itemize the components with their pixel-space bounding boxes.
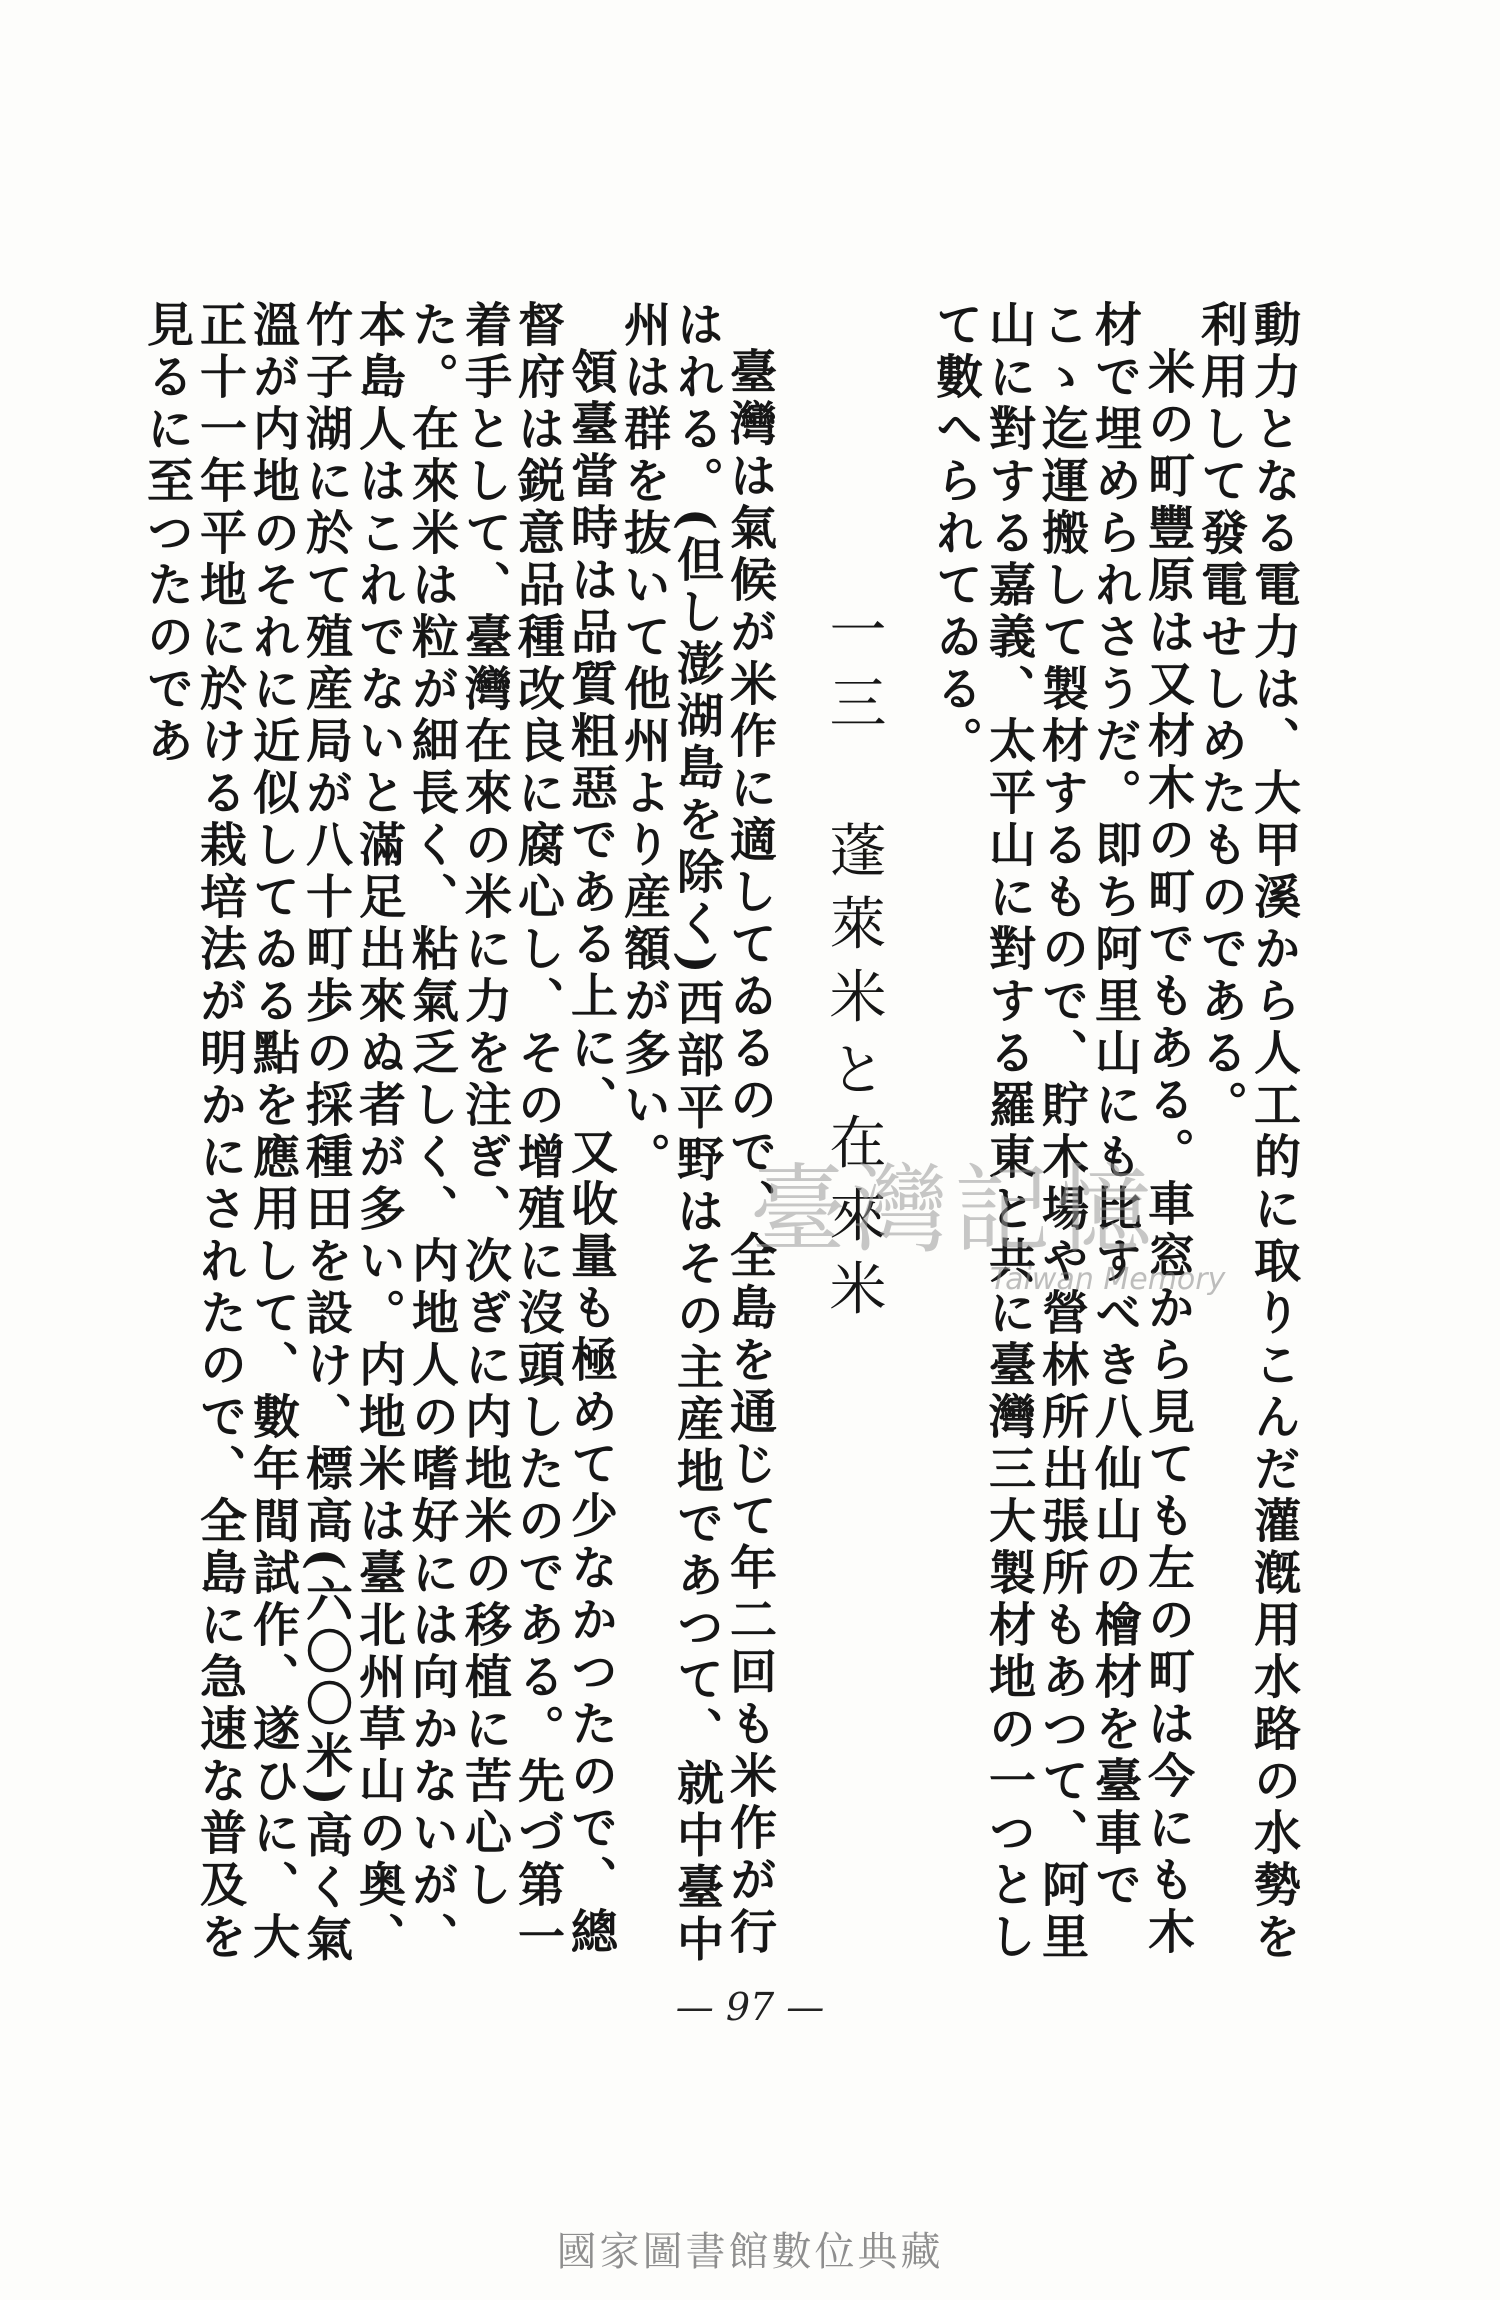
page-number: — 97 — (675, 1985, 825, 2029)
watermark-sub-text: Taiwan Memory (990, 1262, 1226, 1297)
paragraph-rice-climate: 臺灣は氣候が米作に適してゐるので、全島を通じて年二回も米作が行はれる。(但し澎湖島を除く)西部平野はその主産地であつて、就中臺中州は群を抜いて他州より産額が多い。 (616, 300, 777, 1967)
vertical-text-body (139, 300, 1301, 1980)
paragraph-continued: 動力となる電力は、大甲溪から人工的に取りこんだ灌漑用水路の水勢を利用して發電せしめたものである。 (1193, 300, 1301, 1964)
paragraph-rice-improvement: 領臺當時は品質粗惡である上に、又收量も極めて少なかつたので、總督府は鋭意品種改良に腐心し、その增殖に沒頭したのである。先づ第一着手として、臺灣在來の米に力を注ぎ、次ぎに内地米の移植に苦心した。在來米は粒が細長く、粘氣乏しく、内地人の嗜好には向かないが、本島人はこれでないと滿足出來ぬ者が多い。内地米は臺北州草山の奥、竹子湖に於て殖産局が八十町歩の採種田を設け、標高(六〇〇米)高く氣溫が内地のそれに近似してゐる點を應用して、數年間試作、遂ひに、大正十一年平地に於ける栽培法が明かにされたので、全島に急速な普及を見るに至つたのであ (139, 300, 618, 1967)
footer-credit: 國家圖書館數位典藏 (556, 2229, 944, 2275)
section-heading (820, 300, 886, 1980)
paragraph-toyohara: 米の町豐原は又材木の町でもある。車窓から見ても左の町は今にも木材で埋められさうだ。即ち阿里山にも比すべき八仙山の檜材を臺車でこゝ迄運搬して製材するもので、貯木場や營林所出張所もあつて、阿里山に對する嘉義、太平山に對する羅東と共に臺灣三大製材地の一つとして數へられてゐる。 (928, 300, 1195, 1964)
section-title: 蓬萊米と在來米 (820, 820, 886, 1332)
watermark-main-text: 臺灣記憶 (750, 1154, 1158, 1266)
section-number: 一三 (820, 600, 886, 746)
